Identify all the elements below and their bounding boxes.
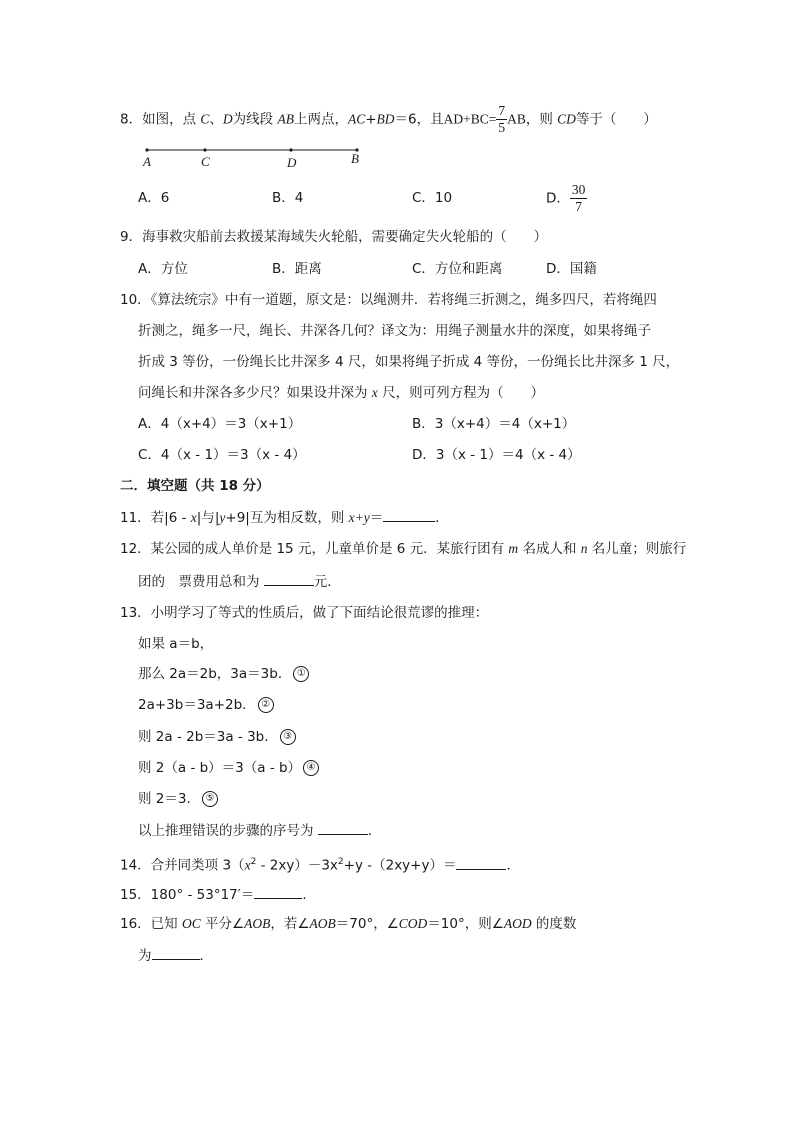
q13-intro: 13．小明学习了等式的性质后，做了下面结论很荒谬的推理： [120,605,489,621]
q10-option-a: A．4（x+4）＝3（x+1） [138,416,302,432]
point-label-a: A [143,154,151,169]
point-label-b: B [351,151,359,166]
q10-line4: 问绳长和井深各多少尺？如果设井深为 x 尺，则可列方程为（ ） [138,385,545,401]
q8-option-b: B．4 [272,190,304,206]
q14-exponent: 2 [337,857,344,867]
q8-option-a: A．6 [138,190,170,206]
q9-option-a: A．方位 [138,261,188,277]
q9-option-d: D．国籍 [546,261,597,277]
q13-step-5: 则 2＝3． ⑤ [138,789,218,809]
q11-stem: 11．若|6 - x|与|y+9|互为相反数，则 x+y＝ ． [120,507,449,528]
q13-step-premise: 如果 a＝b， [138,636,214,652]
step-marker-2: ② [258,697,274,713]
q12-line2: 团的 票费用总和为 元． [138,571,341,592]
q10-line1: 10．《算法统宗》中有一道题，原文是：以绳测井．若将绳三折测之，绳多四尺，若将绳四 [120,292,657,308]
q10-line3: 折成 3 等份，一份绳长比井深多 4 尺，如果将绳子折成 4 等份，一份绳长比井深多 1 尺， [138,354,680,370]
q14-stem: 14．合并同类项 $3(x^2 - 2xy)-3x^2+y$ -（2xy+y）＝ ． [120,852,520,876]
q9-option-b: B．距离 [272,261,322,277]
step-marker-5: ⑤ [202,791,218,807]
q13-step-4: 则 2（a - b）＝3（a - b） ④ [138,758,319,778]
q12-line1: 12．某公园的成人单价是 15 元，儿童单价是 6 元．某旅行团有 m 名成人和 n 名儿童；则旅行 [120,541,687,557]
point-label-d: D [287,155,297,170]
q8-fraction: $\frac{7}{5}$ [498,103,506,135]
q13-question: 以上推理错误的步骤的序号为 ． [138,820,381,841]
step-marker-3: ③ [280,729,296,745]
q8-option-d-fraction: $\frac{30}{7}$ [571,182,586,214]
section-heading: 二．填空题（共 18 分） [120,478,270,494]
q9-stem: 9．海事救灾船前去救援某海域失火轮船，需要确定失火轮船的（ ） [120,229,548,245]
q10-line2: 折测之，绳多一尺，绳长、井深各几何？译文为：用绳子测量水井的深度，如果将绳子 [138,323,651,339]
q13-step-2: 2a+3b＝3a+2b． ② [138,695,274,715]
q13-step-1: 那么 2a＝2b，3a＝3b． ① [138,664,309,684]
step-marker-4: ④ [303,760,319,776]
segment-figure [140,143,370,175]
q16-line1: 16．已知 OC 平分∠AOB，若∠AOB＝70°，∠COD＝10°，则∠AOD 的度数 [120,916,577,932]
q11-answer-blank[interactable] [383,507,435,522]
q8-stem: 8．如图，点 C、D为线段 AB上两点，AC+BD＝6，且AD+BC= $\frac{7}{5}$ AB，则 CD等于（ ） [120,103,657,135]
q16-answer-blank[interactable] [152,945,200,960]
q15-stem: 15．180° - 53°17′＝ ． [120,884,316,905]
q16-line2: 为 ． [138,945,213,966]
step-marker-1: ① [293,666,309,682]
q8-option-c: C．10 [412,190,453,206]
q14-answer-blank[interactable] [456,855,506,870]
q9-option-c: C．方位和距离 [412,261,503,277]
q12-answer-blank[interactable] [264,571,314,586]
q10-option-b: B．3（x+4）＝4（x+1） [412,416,576,432]
point-label-c: C [201,154,210,169]
q10-option-c: C．4（x - 1）＝3（x - 4） [138,447,306,463]
q13-answer-blank[interactable] [318,820,368,835]
q13-step-3: 则 2a - 2b＝3a - 3b． ③ [138,727,296,747]
q8-option-d: D． $\frac{30}{7}$ [546,182,586,214]
q15-answer-blank[interactable] [254,884,302,899]
q10-option-d: D．3（x - 1）＝4（x - 4） [412,447,581,463]
